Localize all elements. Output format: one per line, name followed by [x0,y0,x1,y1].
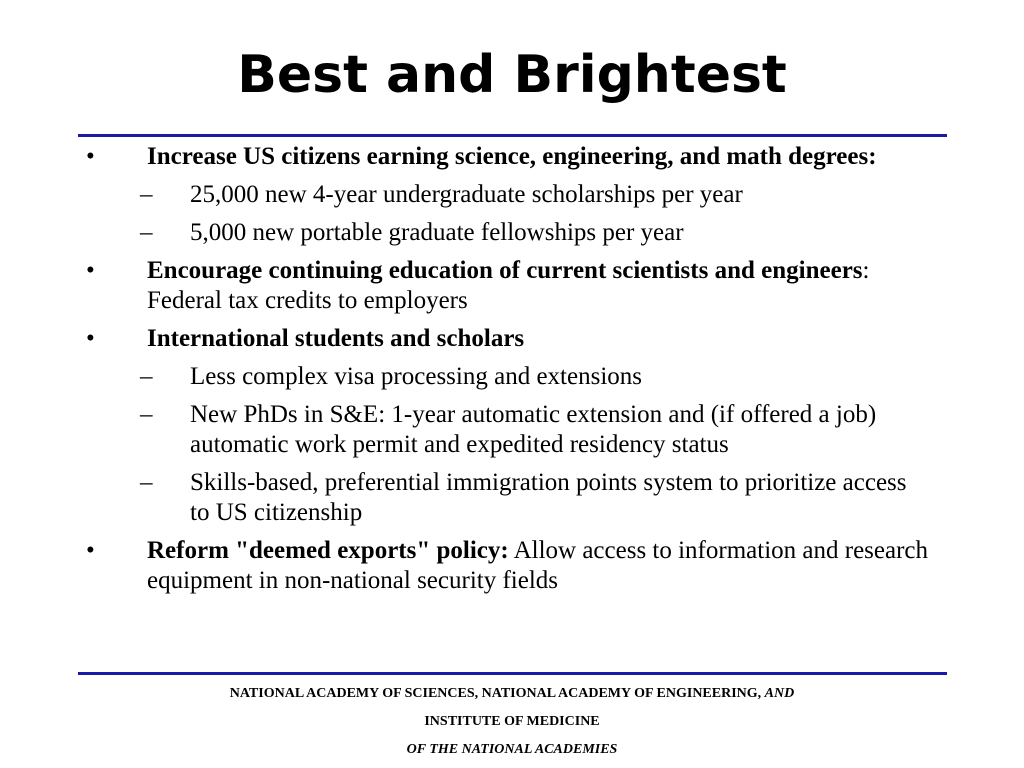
sub-bullet-item [140,218,930,248]
sub-bullet-text: Skills-based, preferential immigration points system to prioritize access to US citizenship [190,469,907,526]
bullet-marker: • [86,325,95,352]
sub-bullet-text: 25,000 new 4-year undergraduate scholarships per year [190,181,743,208]
sub-bullet-item [140,180,930,210]
footer-line-3 [0,736,1024,764]
footer-line-3-italic: OF THE NATIONAL ACADEMIES [406,742,618,757]
bottom-divider [78,672,947,675]
bullet-list [0,142,1024,604]
dash-marker: – [140,401,153,428]
bullet-bold-text: International students and scholars [147,325,525,352]
footer-line-1-italic: AND [764,686,795,701]
slide-title: Best and Brightest [237,45,787,105]
bullet-text: Allow access to information and research equipment in non-national security fields [147,537,929,594]
sub-bullet-text: Less complex visa processing and extensions [190,363,642,390]
sub-bullet-text: New PhDs in S&E: 1-year automatic extension and (if offered a job) automatic work permit and expedited residency status [190,401,877,458]
footer-line-1 [0,680,1024,708]
bullet-item [86,536,947,596]
dash-marker: – [140,219,153,246]
sub-bullet-item [140,400,930,460]
sub-bullet-item [140,362,930,392]
bullet-bold-text: Encourage continuing education of current scientists and engineers [147,257,863,284]
bullet-item [86,256,947,316]
dash-marker: – [140,469,153,496]
bullet-bold-text: Reform "deemed exports" policy: [147,537,509,564]
sub-bullet-text: 5,000 new portable graduate fellowships per year [190,219,684,246]
sub-bullet-item [140,468,930,528]
footer-line-1-text: NATIONAL ACADEMY OF SCIENCES, NATIONAL ACADEMY OF ENGINEERING, [229,686,762,701]
bullet-marker: • [86,143,95,170]
bullet-item [86,142,947,172]
footer-line-2: INSTITUTE OF MEDICINE [424,714,600,729]
bullet-marker: • [86,537,95,564]
footer [0,680,1024,764]
bullet-marker: • [86,257,95,284]
bullet-item [86,324,947,354]
bullet-bold-text: Increase US citizens earning science, engineering, and math degrees: [147,143,877,170]
dash-marker: – [140,363,153,390]
bullet-text: : Federal tax credits to employers [147,257,870,314]
dash-marker: – [140,181,153,208]
top-divider [78,134,947,137]
